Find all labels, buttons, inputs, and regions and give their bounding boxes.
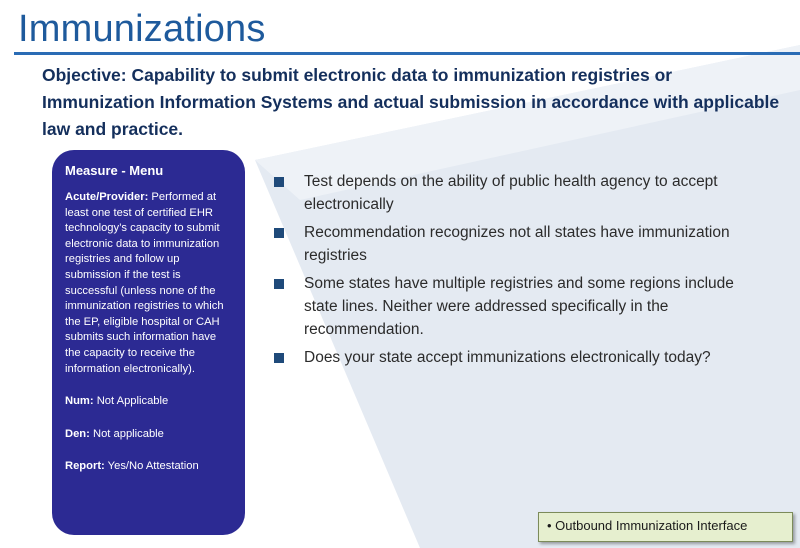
measure-acute-provider — [65, 190, 233, 377]
bullet-text: Does your state accept immunizations electronically today? — [304, 349, 711, 366]
measure-report — [65, 459, 233, 475]
title-divider — [14, 52, 800, 55]
num-value: Not Applicable — [93, 395, 169, 408]
measure-title: Measure - Menu — [65, 163, 164, 178]
den-label: Den: — [65, 427, 90, 440]
list-item — [272, 346, 742, 369]
callout-box: • Outbound Immunization Interface — [538, 512, 793, 542]
square-bullet-icon — [274, 279, 284, 289]
page-title: Immunizations — [18, 8, 266, 50]
bullet-text: Test depends on the ability of public health agency to accept electronically — [304, 173, 718, 213]
square-bullet-icon — [274, 177, 284, 187]
bullet-list — [272, 170, 742, 374]
bullet-text: Some states have multiple registries and some regions include state lines. Neither were addressed specifically in the recommendation. — [304, 275, 734, 338]
bullet-text: Recommendation recognizes not all states have immunization registries — [304, 224, 730, 264]
objective-text: Objective: Capability to submit electronic data to immunization registries or Immunization Information Systems and actual submission in accordance with applicable law and practice. — [42, 65, 780, 139]
list-item — [272, 272, 742, 341]
list-item — [272, 221, 742, 267]
square-bullet-icon — [274, 228, 284, 238]
den-value: Not applicable — [89, 427, 164, 440]
square-bullet-icon — [274, 353, 284, 363]
report-label: Report: — [65, 460, 105, 473]
measure-num — [65, 394, 233, 410]
acute-provider-text: Performed at least one test of certified EHR technology’s capacity to submit electronic data to immunization registries and follow up submission if the test is successful (unless none of the immunization registries to which the EP, eligible hospital or CAH submits such information have the capacity to receive the information electronically). — [65, 191, 224, 375]
measure-den — [65, 427, 233, 443]
measure-menu-box — [52, 150, 245, 535]
acute-provider-label: Acute/Provider: — [65, 191, 149, 203]
list-item — [272, 170, 742, 216]
num-label: Num: — [65, 395, 94, 408]
report-value: Yes/No Attestation — [104, 460, 199, 473]
